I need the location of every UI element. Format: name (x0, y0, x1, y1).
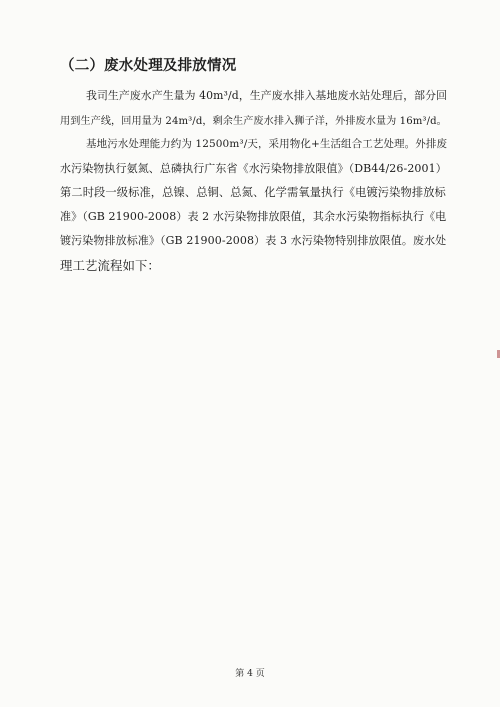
paragraph-1-line-1: 我司生产废水产生量为 40m³/d，生产废水排入基地废水站处理后，部分回 (86, 89, 448, 102)
paragraph-2-line-3: 第二时段一级标准，总镍、总铜、总氮、化学需氧量执行《电镀污染物排放标 (60, 186, 446, 199)
paragraph-2-line-5: 镀污染物排放标准》（GB 21900-2008）表 3 水污染物特别排放限值。废水处 (60, 234, 447, 247)
paragraph-2-line-1: 基地污水处理能力约为 12500m³/天，采用物化+生活组合工艺处理。外排废 (86, 138, 448, 150)
paragraph-1-line-2: 用到生产线，回用量为 24m³/d，剩余生产废水排入狮子洋，外排废水量为 16m³/d。 (60, 116, 447, 127)
page-number: 第 4 页 (235, 669, 265, 679)
section-heading: （二）废水处理及排放情况 (60, 58, 237, 74)
paragraph-2-line-2: 水污染物执行氨氮、总磷执行广东省《水污染物排放限值》（DB44/26-2001） (60, 162, 447, 175)
paragraph-2-line-4: 准》（GB 21900-2008）表 2 水污染物排放限值，其余水污染物指标执行《电 (60, 210, 447, 223)
paragraph-2-line-6: 理工艺流程如下： (60, 258, 160, 273)
